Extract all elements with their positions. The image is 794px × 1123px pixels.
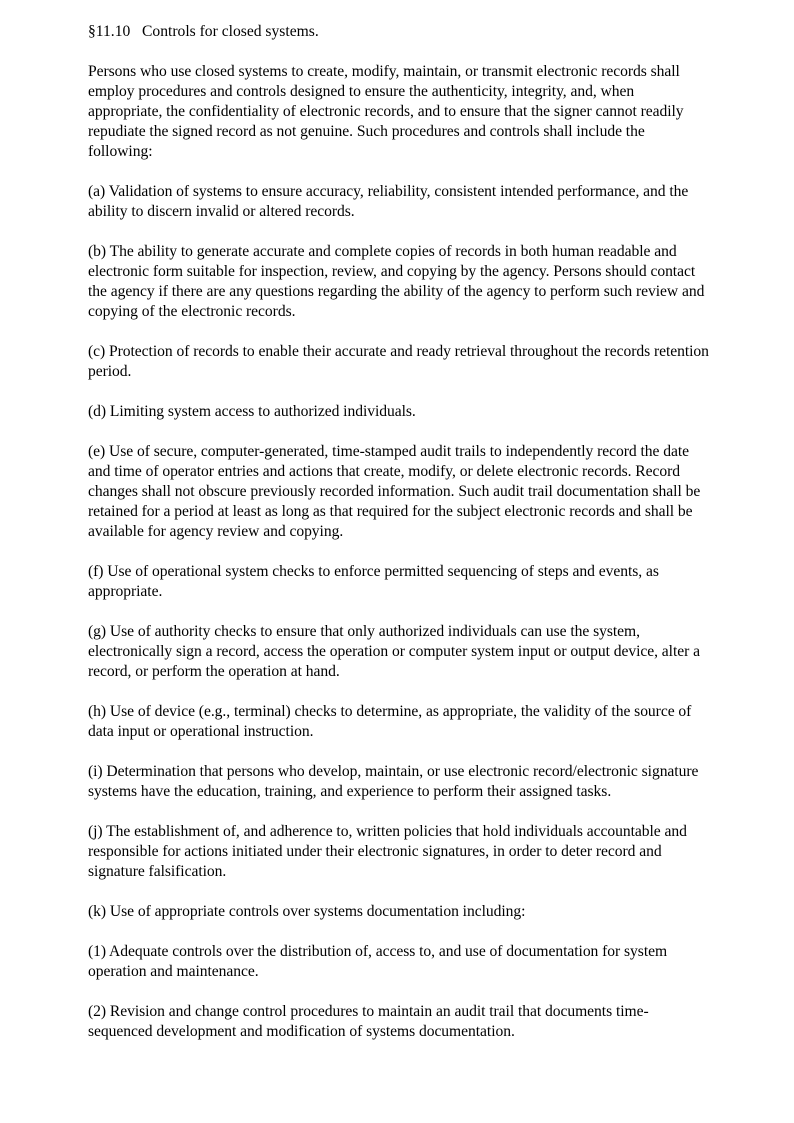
intro-paragraph: Persons who use closed systems to create, modify, maintain, or transmit electronic records shall employ procedures and controls designed to ensure the authenticity, integrity, and, when appropriate, the confidentiality of electronic records, and to ensure that the signer cannot readily repudiate the signed record as not genuine. Such procedures and controls shall include the following: — [88, 63, 684, 160]
item-k: (k) Use of appropriate controls over systems documentation including: — [88, 903, 526, 920]
item-e: (e) Use of secure, computer-generated, time-stamped audit trails to independently record the date and time of operator entries and actions that create, modify, or delete electronic records. Record changes shall not obscure previously recorded information. Such audit trail documentation shall be retained for a period at least as long as that required for the subject electronic records and shall be available for agency review and copying. — [88, 443, 701, 540]
item-h: (h) Use of device (e.g., terminal) checks to determine, as appropriate, the validity of the source of data input or operational instruction. — [88, 703, 692, 740]
item-b: (b) The ability to generate accurate and complete copies of records in both human readable and electronic form suitable for inspection, review, and copying by the agency. Persons should contact the agency if there are any questions regarding the ability of the agency to perform such review and copying of the electronic records. — [88, 243, 705, 320]
item-k-1: (1) Adequate controls over the distribution of, access to, and use of documentation for system operation and maintenance. — [88, 943, 668, 980]
item-k-2: (2) Revision and change control procedures to maintain an audit trail that documents time-sequenced development and modification of systems documentation. — [88, 1003, 649, 1040]
section-heading: §11.10 Controls for closed systems. — [88, 23, 319, 40]
item-i: (i) Determination that persons who develop, maintain, or use electronic record/electronic signature systems have the education, training, and experience to perform their assigned tasks. — [88, 763, 699, 800]
item-a: (a) Validation of systems to ensure accuracy, reliability, consistent intended performance, and the ability to discern invalid or altered records. — [88, 183, 689, 220]
document-page — [88, 22, 710, 1062]
item-d: (d) Limiting system access to authorized individuals. — [88, 403, 416, 420]
item-j: (j) The establishment of, and adherence to, written policies that hold individuals accountable and responsible for actions initiated under their electronic signatures, in order to deter record and signature falsification. — [88, 823, 687, 880]
item-f: (f) Use of operational system checks to enforce permitted sequencing of steps and events, as appropriate. — [88, 563, 659, 600]
item-g: (g) Use of authority checks to ensure that only authorized individuals can use the system, electronically sign a record, access the operation or computer system input or output device, alter a record, or perform the operation at hand. — [88, 623, 700, 680]
item-c: (c) Protection of records to enable their accurate and ready retrieval throughout the records retention period. — [88, 343, 709, 380]
